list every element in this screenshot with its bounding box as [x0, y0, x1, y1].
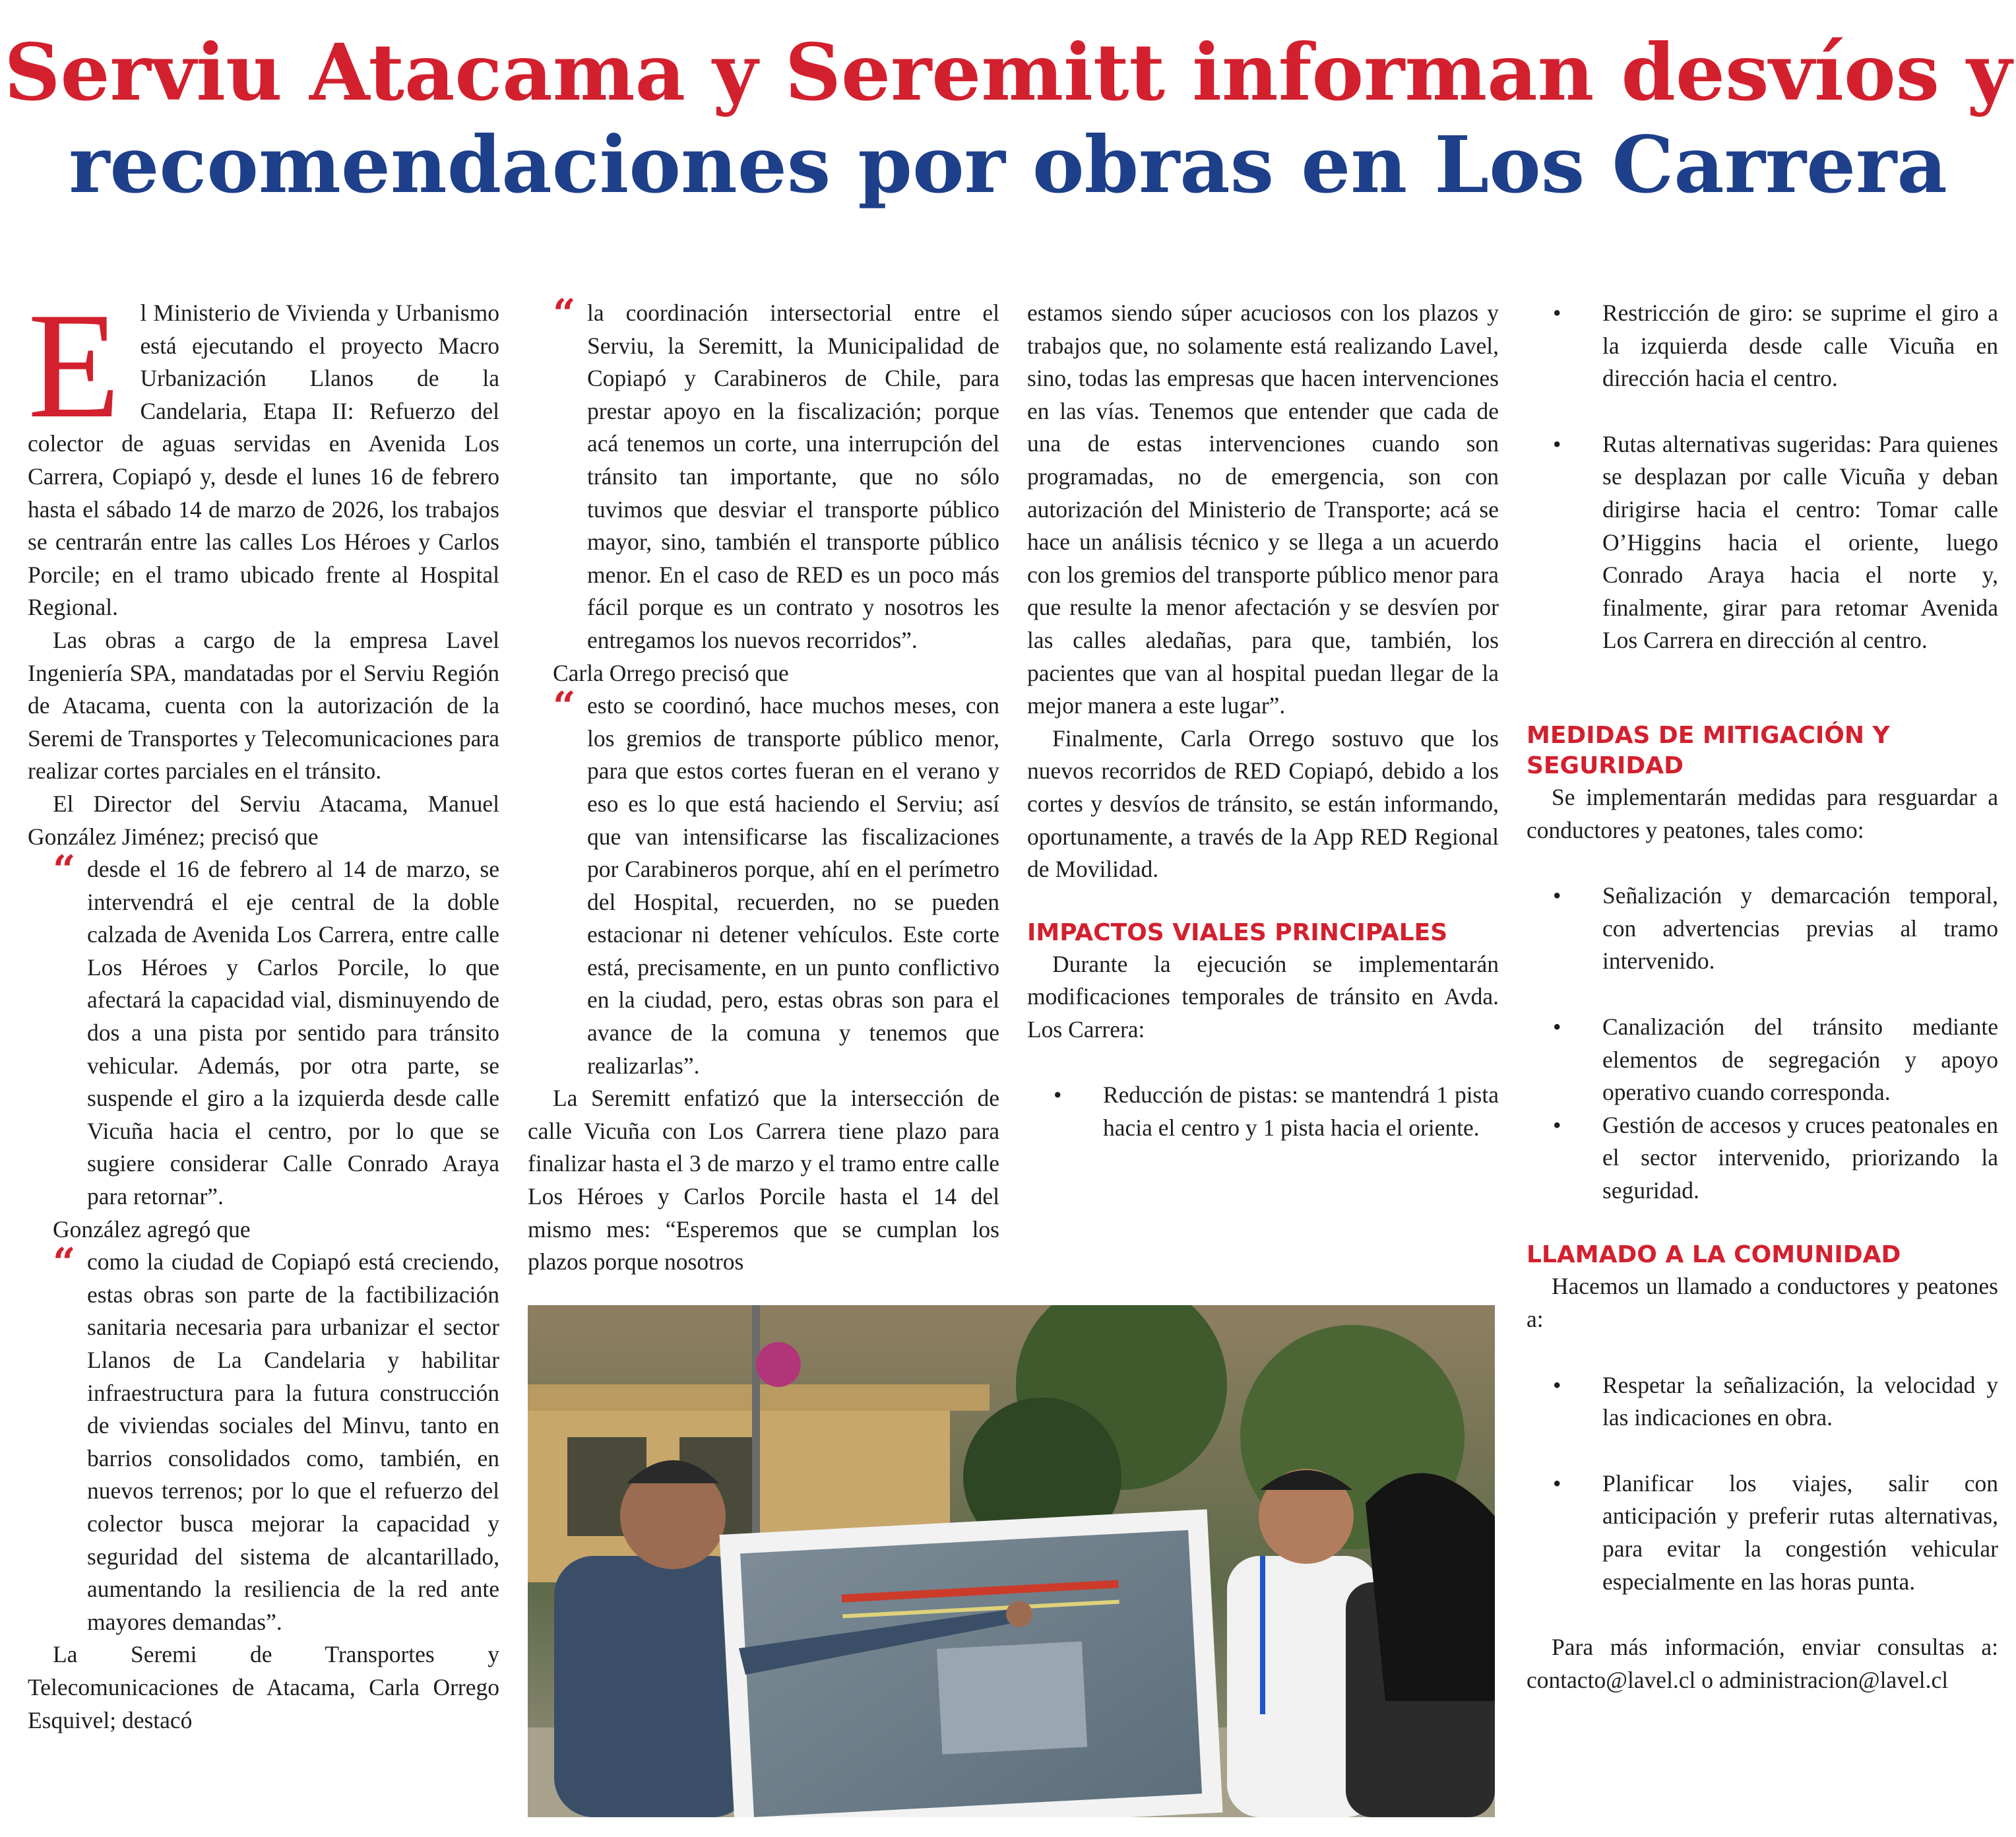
lead-paragraph: El Ministerio de Vivienda y Urbanismo está ejecutando el proyecto Macro Urbanización Llanos de la Candelaria, Etapa II: Refuerzo del colector de aguas servidas en Avenida Los Carrera, Copiapó y, desde el lunes 16 de febrero hasta el sábado 14 de marzo de 2026, los trabajos se centrarán entre las calles Los Héroes y Carlos Porcile; en el tramo ubicado frente al Hospital Regional.	[28, 281, 499, 621]
section-heading-llamado: LLAMADO A LA COMUNIDAD	[1527, 1241, 1901, 1269]
bullet-icon: •	[1553, 1371, 1561, 1398]
column-1	[28, 281, 499, 1737]
list-item: • Señalización y demarcación temporal, con advertencias previas al tramo intervenido.	[1527, 880, 1998, 978]
bullet-icon: •	[1553, 300, 1561, 326]
paragraph: Hacemos un llamado a conductores y peatones a:	[1527, 1273, 1998, 1333]
quote-mark-icon: “	[553, 291, 576, 337]
list-item: • Canalización del tránsito mediante elementos de segregación y apoyo operativo cuando corresponda.	[1527, 1011, 1998, 1109]
bullet-icon: •	[1553, 1469, 1561, 1497]
bullet-icon: •	[1553, 1013, 1561, 1040]
paragraph: Para más información, enviar consultas a: contacto@lavel.cl o administracion@lavel.cl	[1527, 1634, 1998, 1693]
headline-line-2: recomendaciones por obras en Los Carrera	[69, 119, 1947, 210]
list-item: • Reducción de pistas: se mantendrá 1 pista hacia el centro y 1 pista hacia el oriente.	[1027, 1079, 1499, 1144]
column-2	[528, 291, 999, 1279]
article-photo	[528, 1305, 1495, 1817]
list-item: • Gestión de accesos y cruces peatonales en el sector intervenido, priorizando la seguridad.	[1527, 1109, 1998, 1208]
headline-line-1: Serviu Atacama y Seremitt informan desvíos y	[4, 26, 2012, 118]
list-item: • Planificar los viajes, salir con anticipación y preferir rutas alternativas, para evitar la congestión vehicular especialmente en las horas punta.	[1527, 1467, 1998, 1598]
column-3	[1027, 297, 1499, 1145]
quote-mark-icon: “	[53, 847, 76, 894]
quote-block: “ esto se coordinó, hace muchos meses, con los gremios de transporte público menor, para que estos cortes fueran en el verano y eso es lo que está haciendo el Serviu; así que van intensificarse las fiscalizaciones por Carabineros porque, ahí en el perímetro del Hospital, recuerden, no se pueden estacionar ni detener vehículos. Este corte está, precisamente, en un punto conflictivo en la ciudad, pero, estas obras son para el avance de la comuna y tenemos que realizarlas”.	[553, 684, 999, 1079]
bullet-icon: •	[1553, 882, 1561, 909]
section-heading-impactos: IMPACTOS VIALES PRINCIPALES	[1027, 918, 1448, 946]
quote-mark-icon: “	[553, 684, 576, 730]
paragraph: Finalmente, Carla Orrego sostuvo que los nuevos recorridos de RED Copiapó, debido a los cortes y desvíos de tránsito, se están informando, oportunamente, a través de la App RED Regional de Movilidad.	[1027, 725, 1499, 883]
bullet-list	[1527, 880, 1998, 1207]
paragraph: estamos siendo súper acuciosos con los plazos y trabajos que, no solamente está realizando Lavel, sino, todas las empresas que hacen intervenciones en las vías. Tenemos que entender que cada de una de estas intervenciones cuando son programadas, no de emergencia, son con autorización del Ministerio de Transporte; acá se hace un análisis técnico y se llega a un acuerdo con los gremios del transporte público menor para que resulte la menor afectación y se desvíen por las calles aledañas, para que, también, los pacientes que van al hospital puedan llegar de la mejor manera a este lugar”.	[1027, 300, 1499, 719]
bullet-icon: •	[1553, 1111, 1561, 1138]
list-item: • Restricción de giro: se suprime el giro a la izquierda desde calle Vicuña en dirección hacia el centro.	[1527, 297, 1998, 395]
quote-mark-icon: “	[53, 1240, 76, 1287]
paragraph: Carla Orrego precisó que	[553, 659, 789, 686]
paragraph: Se implementarán medidas para resguardar a conductores y peatones, tales como:	[1527, 783, 1998, 843]
paragraph: El Director del Serviu Atacama, Manuel González Jiménez; precisó que	[28, 790, 499, 850]
paragraph: La Seremitt enfatizó que la intersección de calle Vicuña con Los Carrera tiene plazo para finalizar hasta el 3 de marzo y el tramo entre calle Los Héroes y Carlos Porcile hasta el 14 del mismo mes: “Esperemos que se cumplan los plazos porque nosotros	[528, 1085, 999, 1275]
list-item: • Rutas alternativas sugeridas: Para quienes se desplazan por calle Vicuña y deban dirigirse hacia el centro: Tomar calle O’Higgins hacia el oriente, luego Conrado Araya hacia el norte y, finalmente, girar para retomar Avenida Los Carrera en dirección al centro.	[1527, 428, 1998, 657]
section-heading-medidas: MEDIDAS DE MITIGACIÓN Y SEGURIDAD	[1527, 721, 1890, 779]
quote-block: “ desde el 16 de febrero al 14 de marzo, se intervendrá el eje central de la doble calzada de Avenida Los Carrera, entre calle Los Héroes y Carlos Porcile, lo que afectará la capacidad vial, disminuyendo de dos a una pista por sentido para tránsito vehicular. Además, por otra parte, se suspende el giro a la izquierda desde calle Vicuña hacia el centro, por lo que se sugiere considerar Calle Conrado Araya para retornar”.	[53, 847, 499, 1210]
quote-block: “ la coordinación intersectorial entre el Serviu, la Seremitt, la Municipalidad de Copiapó y Carabineros de Chile, para prestar apoyo en la fiscalización; porque acá tenemos un corte, una interrupción del tránsito tan importante, que no sólo tuvimos que desviar el transporte público mayor, sino, también el transporte público menor. En el caso de RED es un poco más fácil porque es un contrato y nosotros les entregamos los nuevos recorridos”.	[553, 291, 999, 653]
paragraph: González agregó que	[53, 1215, 251, 1242]
column-4	[1527, 297, 1998, 1696]
bullet-list	[1527, 1369, 1998, 1599]
quote-block: “ como la ciudad de Copiapó está creciendo, estas obras son parte de la factibilización sanitaria necesaria para urbanizar el sector Llanos de La Candelaria y habilitar infraestructura para la futura construcción de viviendas sociales del Minvu, tanto en barrios consolidados como, también, en nuevos terrenos; por lo que el refuerzo del colector busca mejorar la capacidad y seguridad del sistema de alcantarillado, aumentando la resiliencia de la red ante mayores demandas”.	[53, 1240, 499, 1635]
paragraph: Durante la ejecución se implementarán modificaciones temporales de tránsito en Avda. Los Carrera:	[1027, 950, 1499, 1043]
paragraph: Las obras a cargo de la empresa Lavel Ingeniería SPA, mandatadas por el Serviu Región de Atacama, cuenta con la autorización de la Seremi de Transportes y Telecomunicaciones para realizar cortes parciales en el tránsito.	[28, 626, 499, 785]
bullet-list	[1527, 297, 1998, 657]
list-item: • Respetar la señalización, la velocidad y las indicaciones en obra.	[1527, 1369, 1998, 1434]
drop-cap: E	[28, 281, 121, 449]
photo-illustration	[528, 1305, 1495, 1817]
bullet-icon: •	[1553, 430, 1561, 457]
paragraph: La Seremi de Transportes y Telecomunicaciones de Atacama, Carla Orrego Esquivel; destacó	[28, 1641, 499, 1733]
bullet-icon: •	[1054, 1081, 1062, 1109]
bullet-list	[1027, 1079, 1499, 1144]
